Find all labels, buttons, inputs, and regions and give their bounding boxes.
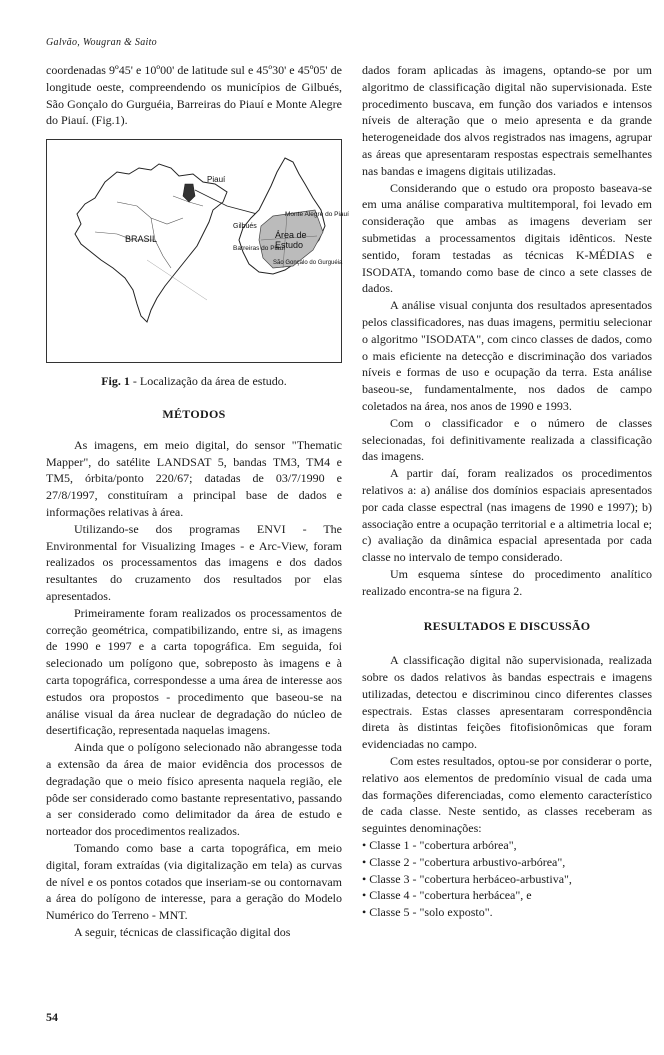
paragraph: Primeiramente foram realizados os processamentos de correção geométrica, compatibilizando, entre si, as imagens de 1990 e 1997 e a carta topográfica. Em seguida, foi selecionado um polígono que, sobreposto às imagens e à carta topográfica, correspondesse a uma área de interesse aos estudos ora propostos - procedimento que baseou-se na análise visual da área nuclear de degradação do núcleo de desertificação, representada naquelas imagens.: [46, 605, 342, 738]
page-number: 54: [46, 1010, 58, 1024]
paragraph: A análise visual conjunta dos resultados apresentados pelos classificadores, nas duas imagens, permitiu selecionar o algoritmo "ISODATA", com cinco classes de dados, como o mais eficiente na detecção e discriminação dos variados níveis e formas de uso e ocupação da terra. Esta análise baseou-se, fundamentalmente, nos dados de campo coletados na área, nos anos de 1990 e 1993.: [362, 298, 652, 413]
list-item: • Classe 1 - "cobertura arbórea",: [362, 838, 517, 853]
paragraph: dados foram aplicadas às imagens, optando-se por um algoritmo de classificação digital não supervisionada. Este procedimento buscava, em função dos variados e intensos níveis de alteração que o meio apresenta e da grande heterogeneidade dos alvos registrados nas imagens, agrupar as áreas que apresentaram respostas espectrais semelhantes nas bandas e imagens digitais utilizadas.: [362, 63, 652, 178]
paragraph: As imagens, em meio digital, do sensor "Thematic Mapper", do satélite LANDSAT 5, bandas TM3, TM4 e TM5, órbita/ponto 220/67; datadas de 03/7/1990 e 27/8/1997, constituíram a principal base de dados e informações relativas à área.: [46, 437, 342, 519]
figure-caption-label: Fig. 1: [101, 374, 130, 389]
paragraph: coordenadas 9º45' e 10º00' de latitude sul e 45º30' e 45º05' de longitude oeste, compreendendo os municípios de Gilbués, São Gonçalo do Gurguéia, Barreiras do Piauí e Monte Alegre do Piauí. (Fig.1).: [46, 63, 342, 128]
section-heading-resultados: RESULTADOS E DISCUSSÃO: [423, 618, 591, 633]
list-item: • Classe 5 - "solo exposto".: [362, 905, 493, 920]
label-piaui: Piauí: [207, 175, 226, 185]
figure-1-map: [46, 139, 349, 363]
paragraph: Com estes resultados, optou-se por considerar o porte, relativo aos elementos de predomínio visual de cada uma das formações diferenciadas, como elemento característico de cada classe. Neste sentido, as classes receberam as seguintes denominações:: [362, 754, 652, 836]
label-monte-alegre: Monte Alegre do Piauí: [285, 211, 349, 219]
paragraph: A seguir, técnicas de classificação digital dos: [74, 924, 291, 939]
left-column: [46, 62, 349, 941]
label-gilbues: Gilbués: [233, 223, 257, 231]
paragraph: Um esquema síntese do procedimento analítico realizado encontra-se na figura 2.: [362, 566, 652, 598]
paragraph: Tomando como base a carta topográfica, em meio digital, foram extraídas (via digitalização em tela) as curvas de nível e os pontos cotados que inseriam-se ou contornavam a área do polígono de interesse, para a geração do Modelo Numérico do Terreno - MNT.: [46, 840, 342, 923]
running-header: Galvão, Wougran & Saito: [46, 37, 157, 48]
list-item: • Classe 3 - "cobertura herbáceo-arbustiva",: [362, 871, 572, 886]
right-column: [362, 62, 652, 921]
label-area-de: Área de: [275, 230, 307, 241]
paragraph: A partir daí, foram realizados os procedimentos relativos a: a) análise dos domínios espaciais apresentados por cada classe espectral (nas imagens de 1990 e 1997); b) associação entre a ocupação territorial e a altimetria local e; c) avaliação da dinâmica espacial apresentada por cada classe no intervalo de tempo considerado.: [362, 466, 652, 565]
section-heading-metodos: MÉTODOS: [162, 406, 226, 421]
figure-caption: [46, 373, 342, 390]
class-list: [362, 837, 652, 921]
figure-caption-text: - Localização da área de estudo.: [129, 374, 287, 389]
paragraph: Considerando que o estudo ora proposto baseava-se em uma análise comparativa multitemporal, foi levado em consideração que ambas as imagens deveriam ser submetidas a processamentos digitais idênticos. Neste sentido, foram testadas as técnicas K-MÉDIAS e ISODATA, tomando como base de cinco a sete classes de dados.: [362, 180, 652, 296]
list-item: • Classe 4 - "cobertura herbácea", e: [362, 888, 532, 903]
label-estudo: Estudo: [275, 240, 304, 251]
label-sao-goncalo: São Gonçalo do Gurguéia: [273, 260, 343, 267]
label-brasil: BRASIL: [125, 234, 158, 245]
location-map-svg: [47, 140, 349, 362]
paragraph: A classificação digital não supervisionada, realizada sobre os dados relativos às bandas espectrais e imagens utilizadas, detectou e discriminou cinco diferentes classes espectrais. Estas classes apresentaram correspondência direta às distintas feições fitofisionômicas que foram evidenciadas no campo.: [362, 653, 652, 752]
label-barreiras: Barreiras do Piauí: [233, 245, 286, 253]
paragraph: Utilizando-se dos programas ENVI - The Environmental for Visualizing Images - e Arc-View, foram realizados os processamentos das imagens e dos dados resultantes do cruzamento dos resultados por elas apresentados.: [46, 521, 342, 603]
list-item: • Classe 2 - "cobertura arbustivo-arbórea",: [362, 854, 566, 869]
paragraph: Com o classificador e o número de classes selecionadas, foi definitivamente realizada a classificação das imagens.: [362, 415, 652, 464]
paragraph: Ainda que o polígono selecionado não abrangesse toda a extensão da área de maior evidência dos processos de degradação que o meio físico apresenta naquela região, ele pôde ser considerado como bastante representativo, passando a ser considerado como delimitador da área de estudo e norteador dos procedimentos realizados.: [46, 740, 342, 839]
